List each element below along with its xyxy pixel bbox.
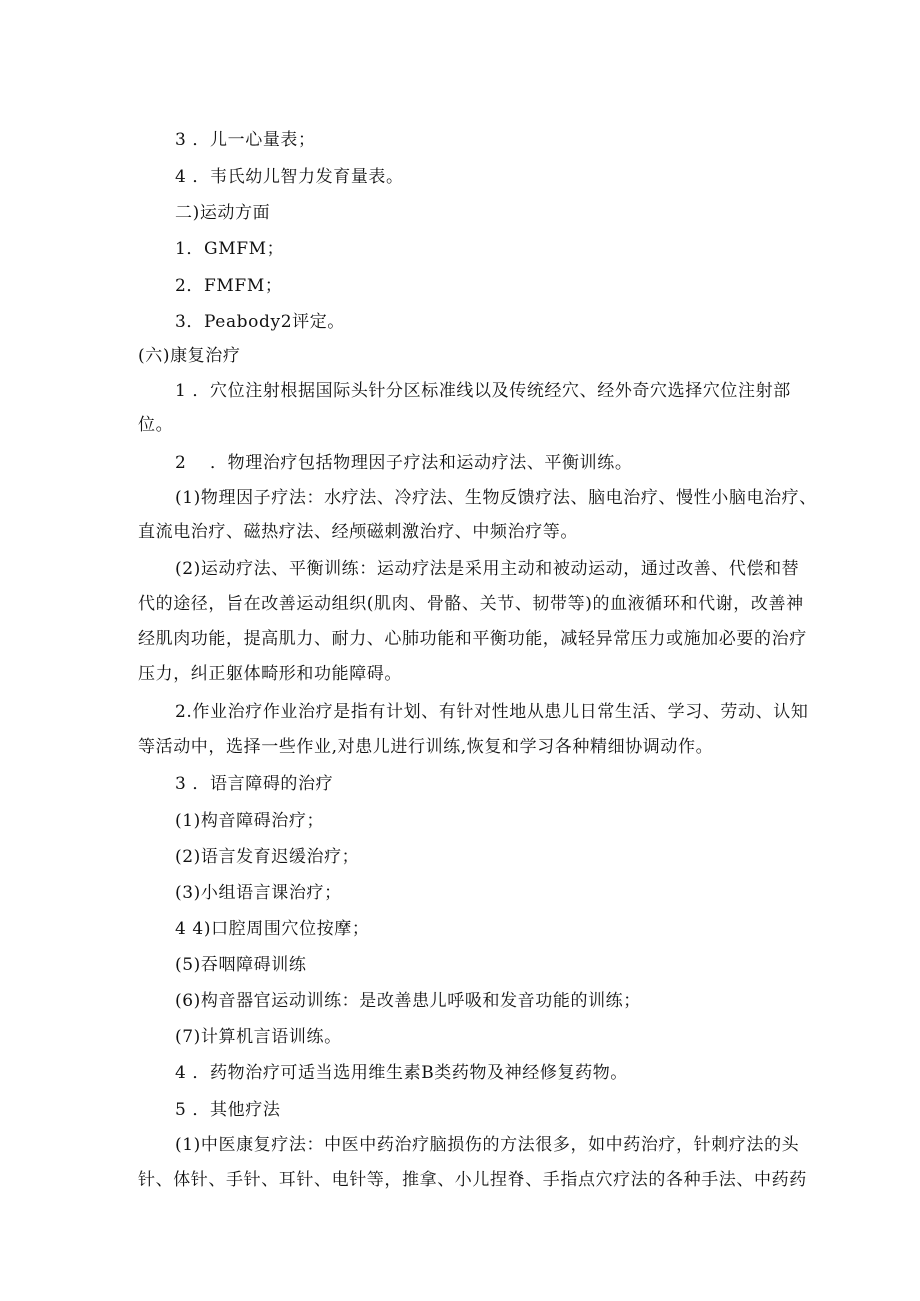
text-line-14: 代的途径，旨在改善运动组织(肌肉、骨骼、关节、韧带等)的血液循环和代谢，改善神 (138, 594, 804, 614)
text-line-24: (5)吞咽障碍训练 (175, 955, 307, 975)
text-line-5: 2．FMFM； (175, 276, 283, 296)
text-line-27: 4 ．药物治疗可适当选用维生素B类药物及神经修复药物。 (175, 1063, 628, 1083)
text-line-4: 1．GMFM； (175, 239, 285, 259)
text-line-18: 等活动中，选择一些作业,对患儿进行训练,恢复和学习各种精细协调动作。 (138, 737, 714, 757)
text-line-21: (2)语言发育迟缓治疗； (175, 847, 360, 867)
text-line-15: 经肌肉功能，提高肌力、耐力、心肺功能和平衡功能，减轻异常压力或施加必要的治疗 (138, 629, 807, 649)
text-line-2: 4 ．韦氏幼儿智力发育量表。 (175, 167, 404, 187)
text-line-10: 2 ．物理治疗包括物理因子疗法和运动疗法、平衡训练。 (175, 453, 633, 473)
text-line-29: (1)中医康复疗法：中医中药治疗脑损伤的方法很多，如中药治疗，针刺疗法的头 (175, 1135, 800, 1155)
text-line-19: 3 ．语言障碍的治疗 (175, 774, 334, 794)
text-line-17: 2.作业治疗作业治疗是指有计划、有针对性地从患儿日常生活、学习、劳动、认知 (175, 702, 809, 722)
text-line-8: 1 ．穴位注射根据国际头针分区标准线以及传统经穴、经外奇穴选择穴位注射部 (175, 381, 791, 401)
text-line-9: 位。 (138, 415, 174, 435)
text-line-13: (2)运动疗法、平衡训练：运动疗法是采用主动和被动运动，通过改善、代偿和替 (175, 559, 800, 579)
text-line-23: 4 4)口腔周围穴位按摩； (175, 919, 370, 939)
text-line-1: 3 ．儿一心量表； (175, 130, 316, 150)
text-line-11: (1)物理因子疗法：水疗法、冷疗法、生物反馈疗法、脑电治疗、慢性小脑电治疗、 (175, 488, 817, 508)
text-line-12: 直流电治疗、磁热疗法、经颅磁刺激治疗、中频治疗等。 (138, 522, 578, 542)
text-line-16: 压力，纠正躯体畸形和功能障碍。 (138, 664, 402, 684)
text-line-25: (6)构音器官运动训练：是改善患儿呼吸和发音功能的训练； (175, 991, 641, 1011)
text-line-22: (3)小组语言课治疗； (175, 883, 342, 903)
text-line-26: (7)计算机言语训练。 (175, 1027, 342, 1047)
section-heading-motor: 二)运动方面 (175, 203, 271, 223)
section-heading-rehab: (六)康复治疗 (138, 346, 241, 366)
text-line-20: (1)构音障碍治疗； (175, 811, 325, 831)
text-line-30: 针、体针、手针、耳针、电针等，推拿、小儿捏脊、手指点穴疗法的各种手法、中药药 (138, 1170, 807, 1190)
text-line-6: 3．Peabody2评定。 (175, 312, 345, 332)
text-line-28: 5 ．其他疗法 (175, 1100, 281, 1120)
